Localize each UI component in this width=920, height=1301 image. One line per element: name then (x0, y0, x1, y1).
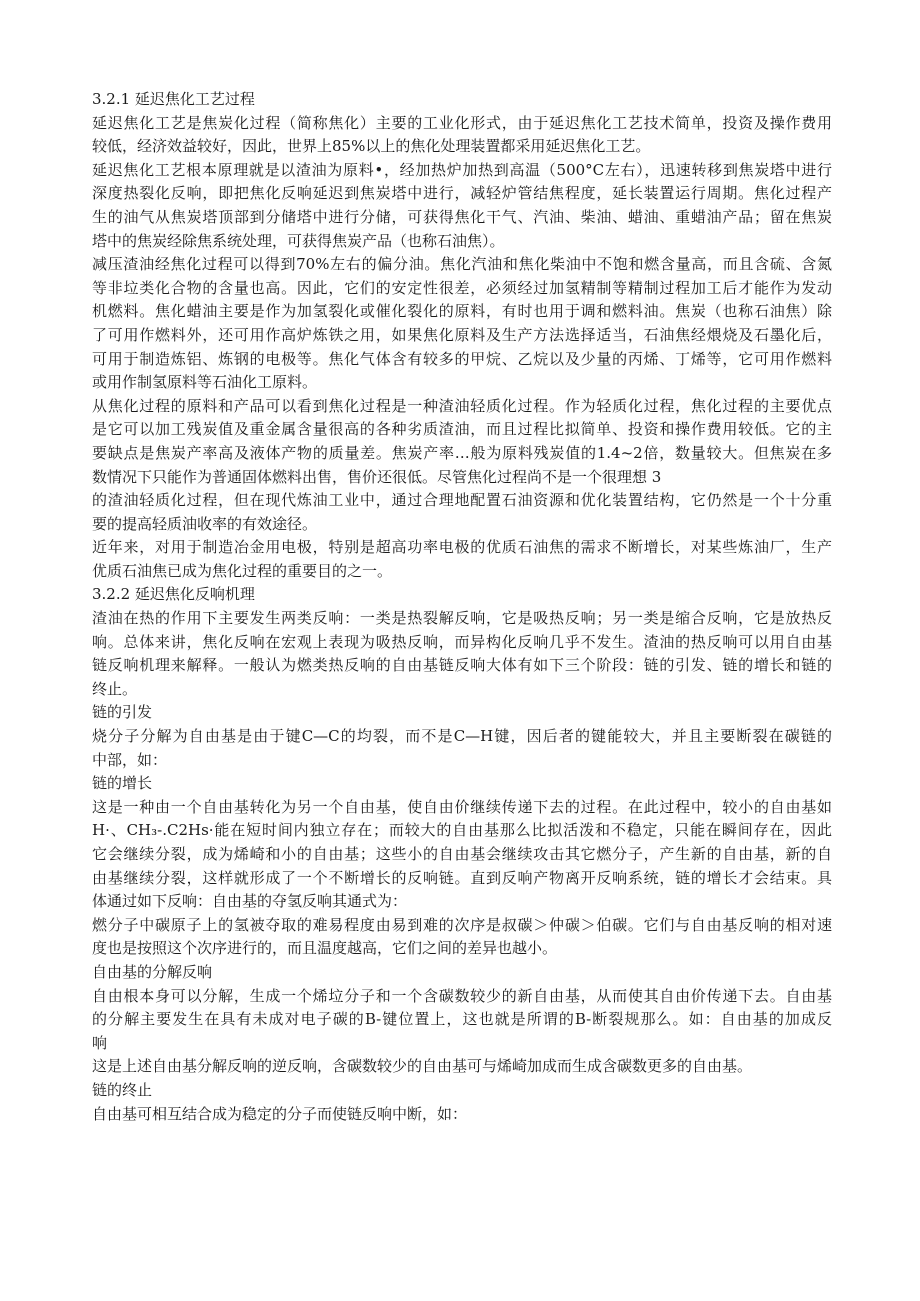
text-line: 近年来，对用于制造冶金用电极，特别是超高功率电极的优质石油焦的需求不断增长，对某些炼油厂，生产 (92, 538, 832, 557)
text-line: 延迟焦化工艺是焦炭化过程（简称焦化）主要的工业化形式，由于延迟焦化工艺技术简单，投资及操作费用 (92, 113, 832, 132)
text-line: 燃分子中碳原子上的氢被夺取的难易程度由易到难的次序是叔碳＞仲碳＞伯碳。它们与自由基反响的相对速 (92, 915, 832, 934)
text-line: 烧分子分解为自由基是由于键C—C的均裂，而不是C—H键，因后者的键能较大，并且主要断裂在碳链的 (92, 727, 832, 746)
text-line: 是它可以加工残炭值及重金属含量很高的各种劣质渣油，而且过程比拟简单、投资和操作费用较低。它的主 (92, 420, 832, 439)
text-line: 较低，经济效益较好，因此，世界上85%以上的焦化处理装置都采用延迟焦化工艺。 (92, 137, 651, 156)
text-line: 数情况下只能作为普通固体燃料出售，售价还很低。尽管焦化过程尚不是一个很理想 3 (92, 467, 662, 486)
text-line: 减压渣油经焦化过程可以得到70%左右的偏分油。焦化汽油和焦化柴油中不饱和燃含量高，而且含硫、含氮 (92, 255, 832, 274)
text-line: 度也是按照这个次序进行的，而且温度越高，它们之间的差异也越小。 (92, 939, 558, 958)
text-line: 的渣油轻质化过程，但在现代炼油工业中，通过合理地配置石油资源和优化装置结构，它仍然是一个十分重 (92, 491, 832, 510)
text-line: 的分解主要发生在具有未成对电子碳的B-键位置上，这也就是所谓的B-断裂规那么。如：自由基的加成反 (92, 1010, 832, 1029)
text-line: 终止。 (92, 679, 138, 698)
text-line: 或用作制氢原料等石油化工原料。 (92, 373, 318, 392)
text-line: 塔中的焦炭经除焦系统处理，可获得焦炭产品（也称石油焦）。 (92, 231, 505, 250)
text-line: 等非垃类化合物的含量也高。因此，它们的安定性很差，必须经过加氢精制等精制过程加工后才能作为发动 (92, 278, 832, 297)
text-line: 链反响机理来解释。一般认为燃类热反响的自由基链反响大体有如下三个阶段：链的引发、链的增长和链的 (92, 656, 832, 675)
text-line: 链的终止 (92, 1080, 153, 1099)
text-line: 响 (92, 1033, 108, 1052)
text-line: 链的增长 (92, 774, 153, 793)
text-line: 要缺点是焦炭产率高及液体产物的质量差。焦炭产率…般为原料残炭值的1.4~2倍，数量较大。但焦炭在多 (92, 443, 832, 462)
text-line: 要的提高轻质油收率的有效途径。 (92, 514, 318, 533)
text-line: 自由基的分解反响 (92, 962, 213, 981)
text-line: 这是上述自由基分解反响的逆反响，含碳数较少的自由基可与烯崎加成而生成含碳数更多的自由基。 (92, 1057, 753, 1076)
text-line: 了可用作燃料外，还可用作高炉炼铁之用，如果焦化原料及生产方法选择适当，石油焦经煨烧及石墨化后， (92, 325, 832, 344)
text-line: 优质石油焦已成为焦化过程的重要目的之一。 (92, 561, 393, 580)
text-line: 体通过如下反响：自由基的夺氢反响其通式为： (92, 892, 408, 911)
text-line: 它会继续分裂，成为烯崎和小的自由基；这些小的自由基会继续攻击其它燃分子，产生新的自由基，新的自 (92, 845, 832, 863)
text-line: 由基继续分裂，这样就形成了一个不断增长的反响链。直到反响产物离开反响系统，链的增长才会结束。具 (92, 868, 832, 887)
text-line: 可用于制造炼铝、炼钢的电极等。焦化气体含有较多的甲烷、乙烷以及少量的丙烯、丁烯等，它可用作燃料 (92, 349, 832, 368)
text-line: 响。总体来讲，焦化反响在宏观上表现为吸热反响，而异构化反响几乎不发生。渣油的热反响可以用自由基 (92, 632, 832, 651)
text-line: 3.2.2 延迟焦化反响机理 (92, 585, 255, 604)
text-line: 渣油在热的作用下主要发生两类反响：一类是热裂解反响，它是吸热反响；另一类是缩合反响，它是放热反 (92, 609, 832, 628)
text-line: 从焦化过程的原料和产品可以看到焦化过程是一种渣油轻质化过程。作为轻质化过程，焦化过程的主要优点 (92, 396, 832, 415)
text-line: 生的油气从焦炭塔顶部到分储塔中进行分储，可获得焦化干气、汽油、柴油、蜡油、重蜡油产品；留在焦炭 (92, 207, 832, 226)
text-line: 链的引发 (92, 703, 153, 722)
text-line: 延迟焦化工艺根本原理就是以渣油为原料•，经加热炉加热到高温（500°C左右），迅速转移到焦炭塔中进行 (92, 160, 832, 179)
text-line: 3.2.1 延迟焦化工艺过程 (92, 90, 255, 108)
text-line: 机燃料。焦化蜡油主要是作为加氢裂化或催化裂化的原料，有时也用于调和燃料油。焦炭（也称石油焦）除 (92, 302, 832, 321)
text-line: 自由根本身可以分解，生成一个烯垃分子和一个含碳数较少的新自由基，从而使其自由价传递下去。自由基 (92, 986, 832, 1005)
text-line: H·、CH₃-.C2Hs·能在短时间内独立存在；而较大的自由基那么比拟活泼和不稳定，只能在瞬间存在，因此 (92, 821, 832, 840)
text-line: 自由基可相互结合成为稳定的分子而使链反响中断，如： (92, 1104, 468, 1123)
text-line: 这是一种由一个自由基转化为另一个自由基，使自由价继续传递下去的过程。在此过程中，较小的自由基如 (92, 797, 832, 816)
document-page (92, 88, 832, 1126)
text-line: 深度热裂化反响，即把焦化反响延迟到焦炭塔中进行，减轻炉管结焦程度，延长装置运行周期。焦化过程产 (92, 184, 832, 203)
text-line: 中部，如： (92, 750, 168, 769)
